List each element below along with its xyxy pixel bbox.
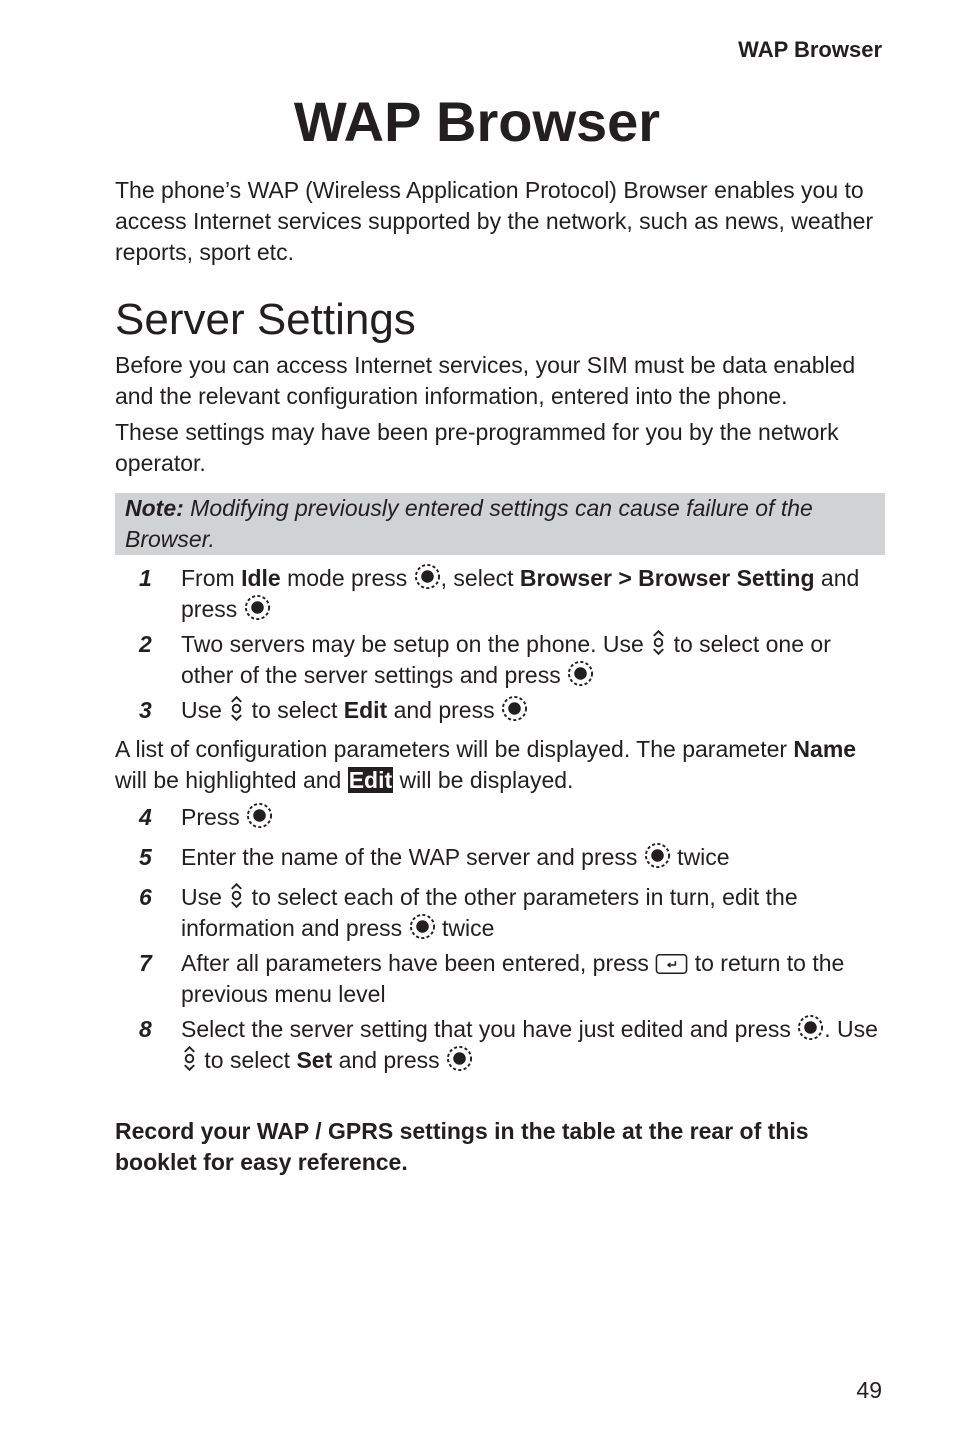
step-number: 7 xyxy=(139,950,152,976)
step-text-part: and press xyxy=(387,697,501,723)
section-paragraph-1: Before you can access Internet services, your SIM must be data enabled and the relevant configuration information, entered into the phone. xyxy=(115,352,856,409)
step-text-part: . Use xyxy=(824,1016,878,1042)
step-text-part: to select each of the other parameters in turn, edit the information and press xyxy=(181,884,798,941)
step-text-part: twice xyxy=(670,844,730,870)
step-bold: Edit xyxy=(343,697,388,723)
step-text-part: to return to the previous menu level xyxy=(181,950,845,1007)
step-bold: Idle xyxy=(241,565,281,591)
config-text: will be highlighted and xyxy=(115,767,348,793)
step-text-part: to select xyxy=(198,1047,297,1073)
nav-updown-icon xyxy=(228,882,245,909)
step-number: 6 xyxy=(139,884,152,910)
page-number: 49 xyxy=(856,1377,882,1403)
config-paragraph xyxy=(115,734,885,796)
note-text: Modifying previously entered settings can cause failure of the Browser. xyxy=(125,495,813,552)
step-text xyxy=(181,802,885,833)
config-text: will be displayed. xyxy=(393,767,574,793)
edit-highlight: Edit xyxy=(348,767,393,793)
running-head: WAP Browser xyxy=(738,37,882,62)
step-text-part: and press xyxy=(181,565,860,622)
step-text xyxy=(181,629,885,691)
note-label: Note: xyxy=(125,495,184,521)
step-text-part: to select xyxy=(245,697,344,723)
step-text-part: From xyxy=(181,565,242,591)
step-number: 2 xyxy=(139,631,152,657)
note-box xyxy=(115,493,885,555)
select-key-icon xyxy=(797,1014,824,1041)
select-key-icon xyxy=(446,1045,473,1072)
step-text xyxy=(181,842,885,873)
step-text-part: Use xyxy=(181,697,229,723)
select-key-icon xyxy=(414,563,441,590)
step-number: 3 xyxy=(139,697,152,723)
select-key-icon xyxy=(246,802,273,829)
step-text xyxy=(181,948,885,1010)
select-key-icon xyxy=(501,695,528,722)
step-item xyxy=(115,1014,885,1076)
step-number: 4 xyxy=(139,804,152,830)
step-bold: Browser > Browser Setting xyxy=(519,565,815,591)
step-text-part: Use xyxy=(181,884,229,910)
step-item xyxy=(115,563,885,625)
back-softkey-icon xyxy=(655,953,688,975)
step-text-part: Select the server setting that you have just edited and press xyxy=(181,1016,798,1042)
steps-list-a xyxy=(115,563,885,726)
step-bold: Set xyxy=(296,1047,333,1073)
steps-list-b xyxy=(115,802,885,1076)
step-text xyxy=(181,563,885,625)
step-item xyxy=(115,948,885,1010)
config-bold: Name xyxy=(793,736,857,762)
nav-updown-icon xyxy=(228,695,245,722)
select-key-icon xyxy=(567,660,594,687)
step-text-part: Two servers may be setup on the phone. Use xyxy=(181,631,651,657)
step-text xyxy=(181,695,885,726)
nav-updown-icon xyxy=(181,1045,198,1072)
step-text-part: and press xyxy=(332,1047,447,1073)
nav-updown-icon xyxy=(650,629,667,656)
step-item xyxy=(115,842,885,873)
section-paragraph-2: These settings may have been pre-programmed for you by the network operator. xyxy=(115,419,839,476)
step-text-part: , select xyxy=(440,565,520,591)
step-text-part: After all parameters have been entered, press xyxy=(181,950,656,976)
intro-paragraph: The phone’s WAP (Wireless Application Protocol) Browser enables you to access Internet services supported by the network, such as news, weather reports, sport etc. xyxy=(115,177,874,265)
section-heading: Server Settings xyxy=(115,295,416,344)
page-content xyxy=(115,175,885,1178)
step-item xyxy=(115,882,885,944)
select-key-icon xyxy=(409,913,436,940)
step-number: 1 xyxy=(139,565,152,591)
step-item xyxy=(115,695,885,726)
step-text-part: to select one or other of the server settings and press xyxy=(181,631,831,688)
step-text xyxy=(181,882,885,944)
step-number: 5 xyxy=(139,844,152,870)
step-text-part: twice xyxy=(435,915,495,941)
select-key-icon xyxy=(244,594,271,621)
select-key-icon xyxy=(644,842,671,869)
step-item xyxy=(115,629,885,691)
step-item xyxy=(115,802,885,833)
closing-note: Record your WAP / GPRS settings in the table at the rear of this booklet for easy reference. xyxy=(115,1118,809,1175)
step-text-part: Press xyxy=(181,804,247,830)
page-title: WAP Browser xyxy=(293,90,661,153)
step-number: 8 xyxy=(139,1016,152,1042)
config-text: A list of configuration parameters will be displayed. The parameter xyxy=(115,736,794,762)
step-text xyxy=(181,1014,885,1076)
step-text-part: Enter the name of the WAP server and press xyxy=(181,844,644,870)
step-text-part: mode press xyxy=(280,565,414,591)
